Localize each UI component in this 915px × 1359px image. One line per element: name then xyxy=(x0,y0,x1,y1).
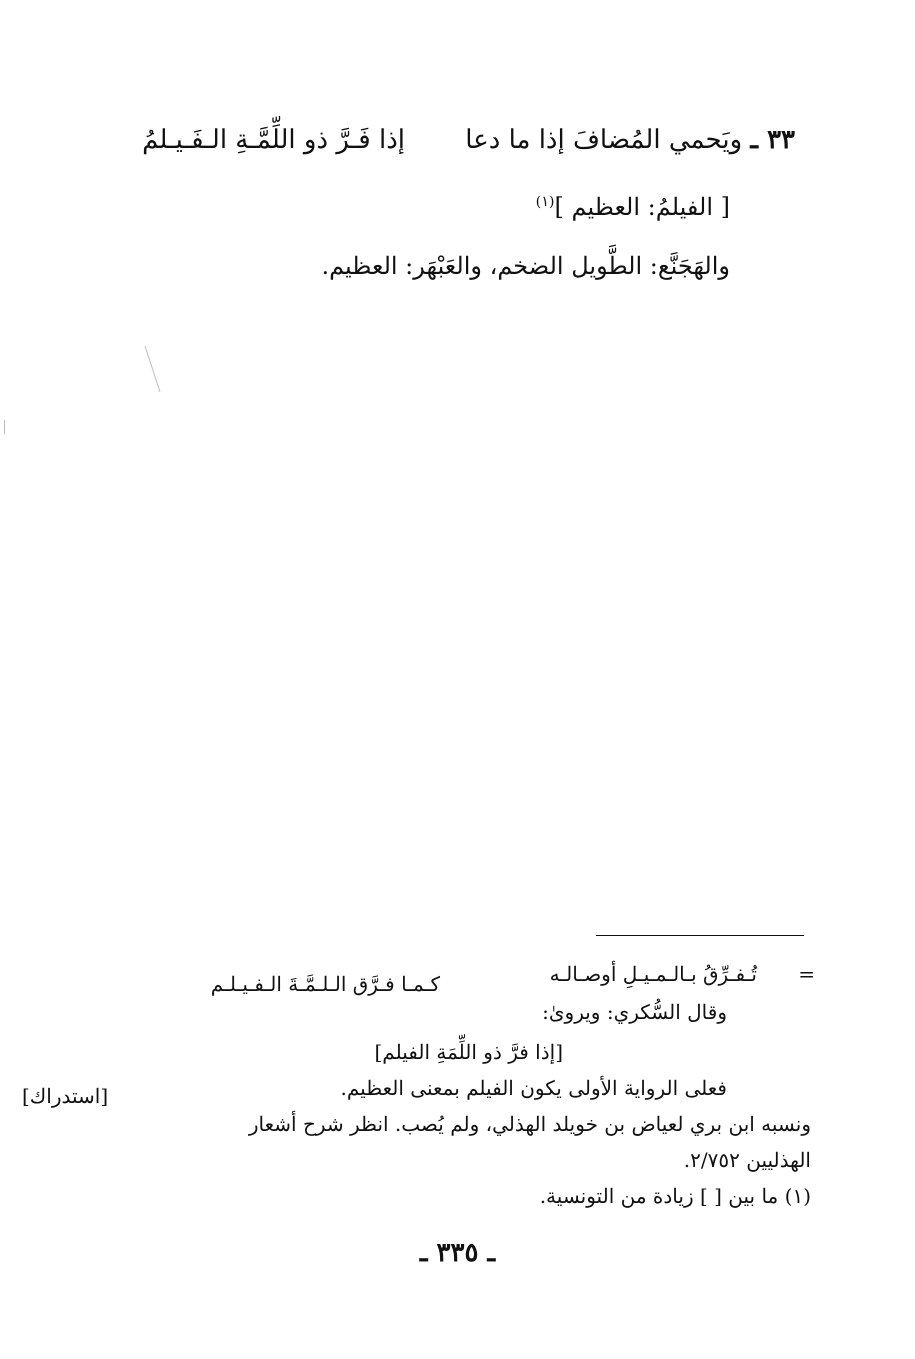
scan-mark xyxy=(145,346,161,392)
footnote-variant-reading: [إذا فرَّ ذو اللِّمَةِ الفيلم] xyxy=(374,1040,563,1064)
footnote-sukkari-intro: وقال السُّكري: ويروىٰ: xyxy=(542,1000,727,1024)
verse-line xyxy=(105,120,795,164)
quoted-verse-first: تُـفـرِّقُ بـالـمـيـلِ أوصـالـه xyxy=(549,962,757,986)
footnote-1: (١) ما بين [ ] زيادة من التونسية. xyxy=(539,1184,811,1208)
footnote-quoted-verse xyxy=(95,958,815,996)
footnote-separator xyxy=(596,935,804,936)
scan-mark xyxy=(4,420,5,434)
verse-second-hemistich: إذا فَـرَّ ذو اللِّمَّـةِ الـفَـيـلمُ xyxy=(142,125,405,155)
first-hemistich-text: ويَحمي المُضافَ إذا ما دعا xyxy=(465,125,743,155)
continuation-mark: = xyxy=(798,962,815,986)
verse-number: ٣٣ ـ xyxy=(750,125,795,155)
page-number: ـ ٣٣٥ ـ xyxy=(419,1238,496,1268)
footnote-interpretation: فعلى الرواية الأولى يكون الفيلم بمعنى العظيم. xyxy=(340,1076,727,1100)
footnote-ref: (١) xyxy=(535,194,555,210)
gloss-bracketed: [ الفيلمُ: العظيم ] xyxy=(554,193,730,221)
quoted-verse-second: كـمـا فـرَّق الـلـمَّـةَ الـفـيـلـم xyxy=(210,972,440,996)
addendum-label: [استدراك] xyxy=(22,1084,109,1108)
verse-first-hemistich xyxy=(465,120,795,160)
definitions-line: والهَجَنَّع: الطَّويل الضخم، والعَبْهَر: العظيم. xyxy=(321,252,730,280)
gloss-line xyxy=(536,182,730,227)
footnote-attribution-line2: الهذليين ٢/٧٥٢. xyxy=(683,1148,811,1172)
footnote-attribution-line1: ونسبه ابن بري لعياض بن خويلد الهذلي، ولم يُصب. انظر شرح أشعار xyxy=(248,1112,811,1136)
